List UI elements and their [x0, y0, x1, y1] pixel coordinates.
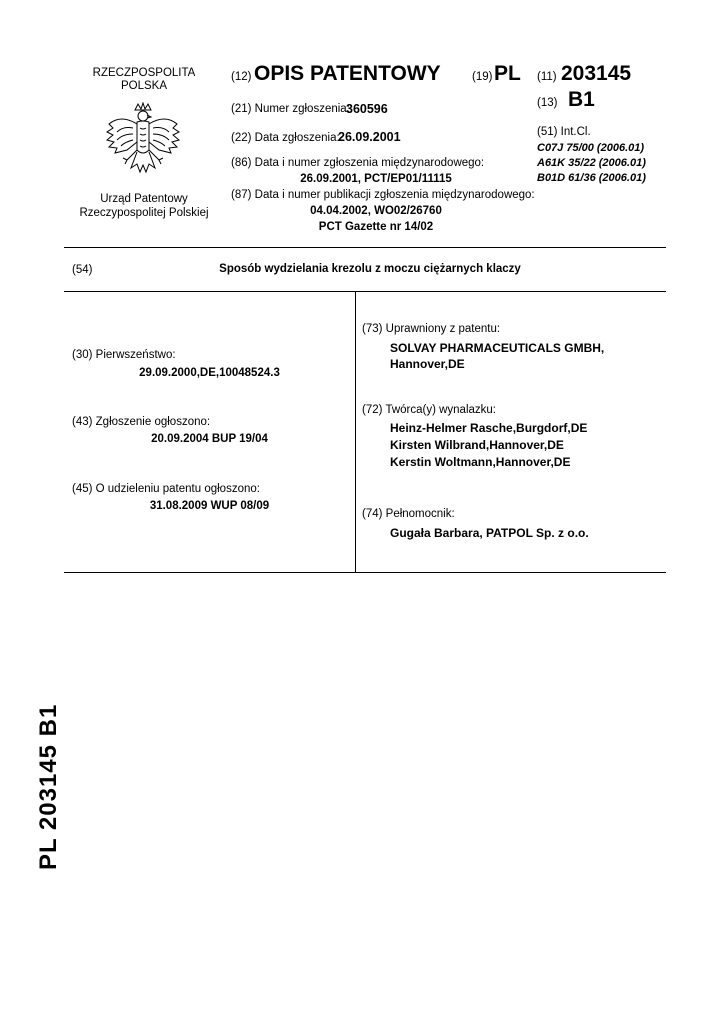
- application-date-label: (22) Data zgłoszenia:: [231, 132, 340, 144]
- inventor-name: Kerstin Woltmann,Hannover,DE: [390, 455, 571, 469]
- application-number-label: (21) Numer zgłoszenia:: [231, 103, 350, 115]
- announcement-label: (43) Zgłoszenie ogłoszono:: [72, 416, 211, 428]
- header-divider: [64, 247, 666, 248]
- priority-value: 29.09.2000,DE,10048524.3: [139, 367, 280, 379]
- doc-type-code: (12): [231, 71, 252, 83]
- side-patent-number: PL 203145 B1: [35, 703, 62, 870]
- int-cl-code: C07J 75/00 (2006.01): [537, 142, 645, 154]
- pct-gazette: PCT Gazette nr 14/02: [318, 221, 434, 233]
- patent-title: Sposób wydzielania krezolu z moczu ciężarnych klaczy: [219, 263, 521, 275]
- grant-label: (45) O udzieleniu patentu ogłoszono:: [72, 483, 260, 495]
- int-cl-code: A61K 35/22 (2006.01): [537, 157, 646, 169]
- priority-label: (30) Pierwszeństwo:: [72, 349, 176, 361]
- column-divider: [355, 291, 356, 573]
- intl-application-value: 26.09.2001, PCT/EP01/11115: [300, 173, 452, 185]
- title-divider: [64, 291, 666, 292]
- inventors-label: (72) Twórca(y) wynalazku:: [362, 404, 496, 416]
- patent-number-label: (11): [537, 71, 557, 83]
- patent-office-name: Urząd Patentowy Rzeczypospolitej Polskiej: [79, 193, 209, 219]
- bottom-divider: [64, 572, 666, 573]
- int-cl-code: B01D 61/36 (2006.01): [537, 172, 646, 184]
- kind-code: B1: [568, 88, 595, 111]
- intl-application-label: (86) Data i numer zgłoszenia międzynarodowego:: [231, 157, 485, 169]
- owner-location: Hannover,DE: [390, 357, 465, 371]
- int-cl-label: (51) Int.Cl.: [537, 126, 591, 138]
- patent-number: 203145: [561, 62, 632, 85]
- announcement-value: 20.09.2004 BUP 19/04: [151, 433, 268, 445]
- doc-type-title: OPIS PATENTOWY: [254, 62, 441, 85]
- intl-publication-label: (87) Data i numer publikacji zgłoszenia międzynarodowego:: [231, 189, 535, 201]
- country-code: PL: [494, 62, 521, 85]
- owner-label: (73) Uprawniony z patentu:: [362, 323, 501, 335]
- country-name: RZECZPOSPOLITA POLSKA: [92, 67, 196, 92]
- attorney-label: (74) Pełnomocnik:: [362, 508, 455, 520]
- inventor-name: Kirsten Wilbrand,Hannover,DE: [390, 438, 564, 452]
- application-date: 26.09.2001: [338, 130, 401, 144]
- kind-code-label: (13): [537, 97, 558, 109]
- owner-name: SOLVAY PHARMACEUTICALS GMBH,: [390, 341, 605, 355]
- title-code: (54): [72, 264, 93, 276]
- attorney-name: Gugała Barbara, PATPOL Sp. z o.o.: [390, 526, 589, 540]
- inventor-name: Heinz-Helmer Rasche,Burgdorf,DE: [390, 421, 588, 435]
- grant-value: 31.08.2009 WUP 08/09: [149, 500, 270, 512]
- application-number: 360596: [346, 102, 388, 116]
- country-code-label: (19): [472, 71, 493, 83]
- intl-publication-value: 04.04.2002, WO02/26760: [310, 205, 442, 217]
- polish-eagle-emblem-icon: [103, 102, 183, 182]
